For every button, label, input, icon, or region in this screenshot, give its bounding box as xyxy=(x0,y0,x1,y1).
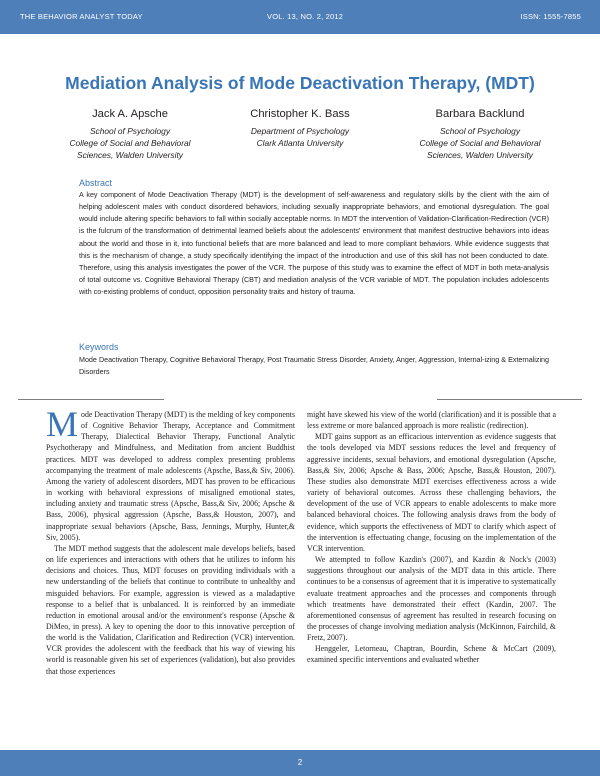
author-name: Jack A. Apsche xyxy=(92,108,168,120)
abstract-text: A key component of Mode Deactivation Therapy (MDT) is the development of self-awareness and regulatory skills by the client with the aim of helping adolescent males with conduct disordered behaviors, including sexually inappropriate behaviors, and emotional dysregulation. The goal would include altering specific behaviors to fall within socially acceptable norms. In MDT the intervention of Validation-Clarification-Redirection (VCR) is the fulcrum of the transformation of detrimental learned beliefs about the adolescents' environment that manifest destructive behaviors into ideas about the world and those in it, into functional beliefs that are more balanced and lead to more compliant behaviors. While evidence suggests that this is the mechanism of change, a study specifically identifying the impact of the introduction and use of this skill has not been conducted to date. Therefore, using this analysis investigates the power of the VCR. The purpose of this study was to examine the effect of MDT in both meta-analysis of total outcome vs. Cognitive Behavioral Therapy (CBT) and mediation analysis of the VCR variable of MDT. The population includes adolescents with co-existing problems of conduct, opposition personality traits and history of trauma. xyxy=(79,191,549,297)
author-affiliation xyxy=(40,125,220,161)
section-divider-left xyxy=(18,399,164,400)
journal-header-bar xyxy=(0,0,600,34)
affiliation-line: Sciences, Walden University xyxy=(77,150,183,160)
journal-name: THE BEHAVIOR ANALYST TODAY xyxy=(20,12,143,21)
section-divider-right xyxy=(437,399,582,400)
paragraph xyxy=(46,404,295,543)
paragraph-text: ode Deactivation Therapy (MDT) is the melding of key components of Cognitive Behavior Therapy, Acceptance and Commitment Therapy, Dialectical Behavior Therapy, Functional Analytic Psychotherapy and Mindfulness, and Meditation from ancient Buddhist practices. MDT was developed to address complex presenting problems accompanying the treatment of male adolescents (Apsche, Bass,& Siv, 2006). Among the variety of adolescent disorders, MDT has proven to be efficacious in working with behavioral expressions of misaligned emotional states, including anxiety and traumatic stress (Apsche, Bass,& Siv, 2006; Apsche & Bass, 2006), physical aggression (Apsche, Bass,& Houston, 2007), and inappropriate sexual behaviors (Apsche, Bass, Jennings, Murphy, Hunter,& Siv, 2005). xyxy=(46,410,295,542)
paragraph: might have skewed his view of the world (clarification) and it is possible that a less extreme or more balanced approach is more realistic (redirection). xyxy=(307,410,556,431)
article-title: Mediation Analysis of Mode Deactivation Therapy, (MDT) xyxy=(65,73,535,93)
author-block-3 xyxy=(395,108,565,161)
paragraph: MDT gains support as an efficacious intervention as evidence suggests that the tools developed via MDT sessions reduces the level and frequency of aggressive incidents, sexual behaviors, and emotional dysregulation (Apsche, Bass,& Siv, 2006; Apsche & Bass, 2006; Apsche, Bass,& Houston, 2007). These studies also demonstrate MDT exercises effectiveness across a wide variety of behavioral outcomes. Across these challenging behaviors, the development of the use of VCR appears to enable adolescents to make more balanced behavioral choices. The following analysis draws from the body of evidence, which supports the effectiveness of MDT to clarify which aspect of the intervention is effectuating change, focusing on the implementation of the VCR intervention. xyxy=(307,432,556,553)
author-name: Christopher K. Bass xyxy=(250,108,350,120)
author-block-1 xyxy=(40,108,220,161)
issn: ISSN: 1555-7855 xyxy=(520,12,581,21)
affiliation-line: School of Psychology xyxy=(439,126,521,136)
affiliation-line: College of Social and Behavioral xyxy=(419,138,541,148)
body-column-left xyxy=(46,404,295,677)
affiliation-line: Clark Atlanta University xyxy=(256,138,344,148)
keywords-heading: Keywords xyxy=(79,342,119,352)
affiliation-line: Sciences, Walden University xyxy=(427,150,533,160)
author-block-2 xyxy=(210,108,390,149)
page-number: 2 xyxy=(297,758,303,767)
footer-bar xyxy=(0,750,600,776)
keywords-text: Mode Deactivation Therapy, Cognitive Behavioral Therapy, Post Traumatic Stress Disorder, Anxiety, Anger, Aggression, Internal-izing & Externalizing Disorders xyxy=(79,356,549,377)
abstract-heading: Abstract xyxy=(79,178,113,188)
affiliation-line: School of Psychology xyxy=(89,126,171,136)
body-column-right xyxy=(307,409,556,666)
author-name: Barbara Backlund xyxy=(435,108,525,120)
volume-info: VOL. 13, NO. 2, 2012 xyxy=(267,12,344,21)
author-affiliation xyxy=(210,125,390,149)
affiliation-line: Department of Psychology xyxy=(250,126,350,136)
paragraph: The MDT method suggests that the adolescent male develops beliefs, based on life experiences and interactions with others that he utilizes to inform his decisions and choices. Thus, MDT focuses on providing individuals with a new understanding of the beliefs that continue to contribute to unhealthy and misguided behaviors. For example, aggression is viewed as a maladaptive response to a belief that is unbalanced. It is reinforced by an immediate reduction in emotional arousal and/or the environment's response (Apsche & DiMeo, in press). A key to opening the door to this innovative perception of the world is the Validation, Clarification and Redirection (VCR) intervention. VCR provides the adolescent with the feedback that his way of viewing his world is reasonable given his set of experiences (validation), but also provides that those experiences xyxy=(46,543,295,676)
affiliation-line: College of Social and Behavioral xyxy=(69,138,191,148)
paragraph: We attempted to follow Kazdin's (2007), and Kazdin & Nock's (2003) suggestions throughout our analysis of the MDT data in this article. There continues to be a consensus of agreement that it is imperative to systematically evaluate treatment approaches and the processes and components through which treatments have demonstrated their effect (Kazdin, 2007. The aforementioned consensus of agreement has resulted in research focusing on the processes of change involving mediation analysis (McKinnon, Fairchild, & Fretz, 2007). xyxy=(307,555,556,643)
author-affiliation xyxy=(395,125,565,161)
paragraph: Henggeler, Letorneau, Chaptran, Bourdin, Schene & McCart (2009), examined specific interventions and evaluated whether xyxy=(307,644,556,665)
drop-cap: M xyxy=(46,404,79,444)
